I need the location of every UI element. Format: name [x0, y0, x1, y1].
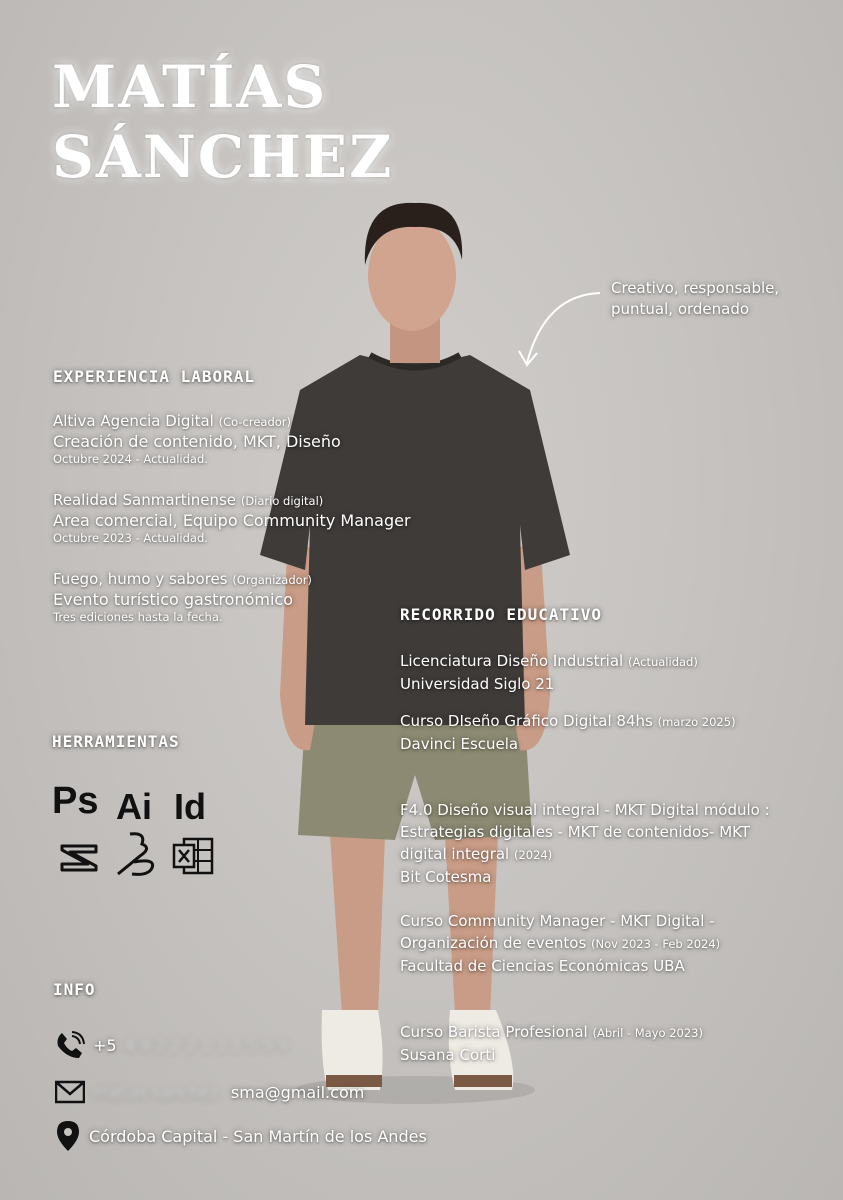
education-title: RECORRIDO EDUCATIVO [400, 605, 603, 624]
education-item [400, 799, 790, 888]
experience-company-line [53, 570, 523, 590]
education-course-line [400, 650, 800, 673]
experience-dates: Tres ediciones hasta la fecha. [53, 610, 223, 624]
phone-prefix: +5 [93, 1035, 117, 1055]
experience-dates: Octubre 2024 - Actualidad. [53, 452, 208, 466]
name-title [52, 52, 393, 192]
education-item [400, 650, 800, 695]
education-institution: Facultad de Ciencias Económicas UBA [400, 957, 685, 975]
education-item [400, 910, 810, 977]
experience-description: Evento turístico gastronómico [53, 590, 294, 609]
email-row [55, 1080, 364, 1104]
education-course-line [400, 1021, 800, 1044]
education-note: (Nov 2023 - Feb 2024) [591, 937, 721, 951]
tools-title: HERRAMIENTAS [52, 732, 180, 751]
experience-description: Creación de contenido, MKT, Diseño [53, 432, 341, 451]
photoshop-icon: Ps [52, 780, 99, 822]
education-course: Curso Community Manager - MKT Digital - Organización de eventos [400, 912, 715, 952]
curved-arrow-icon [515, 285, 605, 375]
phone-number-blurred: 4 9 2 2 2 1 1 1 5 9 9 [124, 1035, 288, 1055]
education-course-line [400, 799, 790, 866]
education-note: (Abril - Mayo 2023) [592, 1026, 703, 1040]
education-course: Curso Barista Profesional [400, 1023, 588, 1041]
experience-company: Realidad Sanmartinense [53, 491, 237, 509]
education-note: (2024) [514, 848, 553, 862]
info-title: INFO [53, 980, 96, 999]
phone-row [55, 1030, 287, 1060]
education-course: F4.0 Diseño visual integral - MKT Digital módulo : Estrategias digitales - MKT de contenidos- MKT digital integral [400, 801, 770, 863]
education-item [400, 1021, 800, 1066]
experience-company-line [53, 491, 523, 511]
name-first: MATÍAS [52, 53, 328, 121]
email-blurred: matias sanchez. [93, 1082, 223, 1102]
education-note: (Actualidad) [627, 655, 698, 669]
experience-title: EXPERIENCIA LABORAL [53, 367, 256, 386]
education-institution: Universidad Siglo 21 [400, 675, 555, 693]
education-course: Curso DIseño Gráfico Digital 84hs [400, 712, 653, 730]
education-institution: Susana Corti [400, 1046, 496, 1064]
education-institution: Davinci Escuela [400, 735, 519, 753]
location-text: Córdoba Capital - San Martín de los Andes [89, 1126, 427, 1146]
experience-item [53, 412, 523, 466]
illustrator-icon: Ai [116, 786, 152, 827]
experience-role: (Co-creador) [218, 415, 292, 429]
experience-dates: Octubre 2023 - Actualidad. [53, 531, 208, 545]
tagline [611, 278, 821, 320]
experience-description: Area comercial, Equipo Community Manager [53, 511, 411, 530]
excel-icon [172, 836, 216, 876]
email-domain: sma@gmail.com [230, 1082, 365, 1102]
education-note: (marzo 2025) [657, 715, 736, 729]
experience-role: (Organizador) [232, 573, 312, 587]
tagline-line-2: puntual, ordenado [611, 300, 750, 318]
experience-company: Fuego, humo y sabores [53, 570, 228, 588]
education-course-line [400, 910, 810, 955]
experience-company-line [53, 412, 523, 432]
education-institution: Bit Cotesma [400, 868, 492, 886]
education-item [400, 710, 780, 755]
name-last: SÁNCHEZ [52, 123, 394, 191]
capcut-icon [56, 838, 102, 874]
indesign-icon: Id [174, 786, 206, 827]
location-pin-icon [55, 1120, 81, 1152]
education-course-line [400, 710, 780, 733]
experience-item [53, 491, 523, 545]
tagline-line-1: Creativo, responsable, [611, 279, 780, 297]
phone-icon [55, 1030, 85, 1060]
location-row [55, 1120, 427, 1152]
education-course: Licenciatura Diseño Industrial [400, 652, 624, 670]
experience-company: Altiva Agencia Digital [53, 412, 214, 430]
experience-role: (Diario digital) [240, 494, 324, 508]
3ds-max-icon [112, 830, 160, 878]
mail-icon [55, 1080, 85, 1104]
